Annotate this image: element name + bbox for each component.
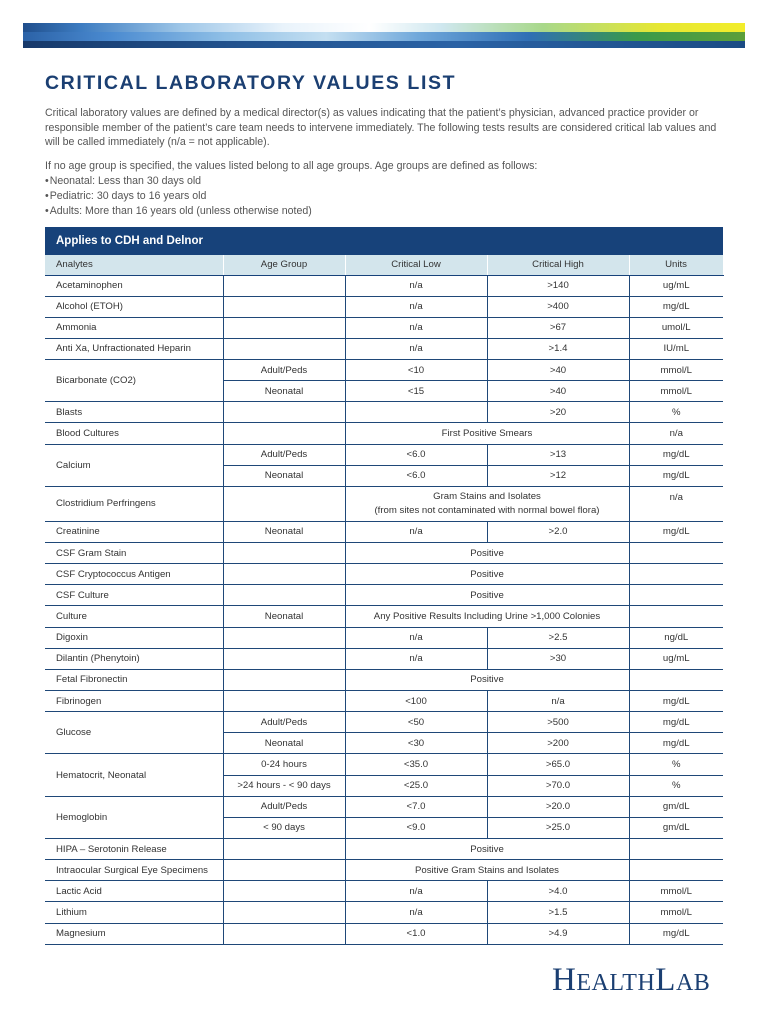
units-cell: mg/dL — [629, 733, 723, 754]
critical-low-cell: n/a — [345, 902, 487, 923]
critical-high-cell: >400 — [487, 296, 629, 317]
table-row — [45, 585, 723, 606]
units-cell: % — [629, 754, 723, 775]
critical-high-cell: >67 — [487, 317, 629, 338]
column-header-age-group: Age Group — [223, 255, 345, 275]
analyte-cell: Lactic Acid — [45, 881, 223, 902]
table-row — [45, 902, 723, 923]
units-cell: mmol/L — [629, 902, 723, 923]
age-group-item: • Adults: More than 16 years old (unless otherwise noted) — [45, 204, 725, 219]
age-group-cell — [223, 423, 345, 444]
critical-high-cell: >1.5 — [487, 902, 629, 923]
critical-low-cell: <15 — [345, 381, 487, 402]
age-group-item: • Neonatal: Less than 30 days old — [45, 174, 725, 189]
column-header-analytes: Analytes — [45, 255, 223, 275]
units-cell: mg/dL — [629, 712, 723, 733]
logo-letter: L — [655, 962, 676, 998]
critical-low-cell: <30 — [345, 733, 487, 754]
analyte-cell: Bicarbonate (CO2) — [45, 360, 223, 402]
analyte-cell: Hemoglobin — [45, 796, 223, 838]
critical-low-cell: <7.0 — [345, 796, 487, 817]
healthlab-logo — [552, 962, 710, 999]
table-row — [45, 564, 723, 585]
units-cell: gm/dL — [629, 817, 723, 838]
age-group-cell — [223, 296, 345, 317]
analyte-cell: CSF Gram Stain — [45, 543, 223, 564]
age-group-cell — [223, 543, 345, 564]
critical-high-cell: >4.9 — [487, 923, 629, 944]
table-section-title: Applies to CDH and Delnor — [45, 227, 723, 255]
critical-value-merged-cell: Positive — [345, 585, 629, 606]
units-cell: mg/dL — [629, 465, 723, 486]
age-group-cell — [223, 627, 345, 648]
table-row — [45, 402, 723, 423]
critical-value-merged-cell: Positive — [345, 543, 629, 564]
age-group-lead: If no age group is specified, the values listed belong to all age groups. Age groups are defined as follows: — [45, 160, 538, 172]
age-group-cell — [223, 402, 345, 423]
critical-high-cell: >200 — [487, 733, 629, 754]
table-row — [45, 360, 723, 381]
page-title: CRITICAL LABORATORY VALUES LIST — [45, 72, 457, 94]
critical-high-cell: >30 — [487, 648, 629, 669]
units-cell: mg/dL — [629, 691, 723, 712]
units-cell: mg/dL — [629, 444, 723, 465]
age-group-cell — [223, 839, 345, 860]
critical-high-cell: >2.5 — [487, 627, 629, 648]
units-cell: mmol/L — [629, 881, 723, 902]
critical-low-cell: n/a — [345, 648, 487, 669]
critical-low-cell: <100 — [345, 691, 487, 712]
intro-paragraph: Critical laboratory values are defined by a medical director(s) as values indicating that the patient’s physician, advanced practice provider or responsible member of the patient’s care team needs to intervene immediately. The following tests results are considered critical lab values and will be called immediately (n/a = not applicable). — [45, 107, 717, 148]
critical-low-cell: n/a — [345, 627, 487, 648]
logo-letter: H — [552, 962, 577, 998]
table-row — [45, 860, 723, 881]
table-row — [45, 521, 723, 542]
critical-high-cell: >12 — [487, 465, 629, 486]
age-group-cell: Adult/Peds — [223, 444, 345, 465]
units-cell: mg/dL — [629, 521, 723, 542]
table-row — [45, 317, 723, 338]
analyte-cell: Digoxin — [45, 627, 223, 648]
critical-value-merged-cell: First Positive Smears — [345, 423, 629, 444]
critical-value-merged-cell: Positive — [345, 669, 629, 690]
critical-value-merged-cell: Positive — [345, 564, 629, 585]
critical-low-cell — [345, 402, 487, 423]
age-group-cell: Neonatal — [223, 521, 345, 542]
age-group-cell: Neonatal — [223, 606, 345, 627]
critical-high-cell: >25.0 — [487, 817, 629, 838]
age-group-cell: < 90 days — [223, 817, 345, 838]
analyte-cell: Hematocrit, Neonatal — [45, 754, 223, 796]
analyte-cell: Magnesium — [45, 923, 223, 944]
units-cell — [629, 860, 723, 881]
critical-value-note: (from sites not contaminated with normal bowel flora) — [374, 504, 600, 516]
analyte-cell: Fibrinogen — [45, 691, 223, 712]
critical-high-cell: >40 — [487, 360, 629, 381]
analyte-cell: Lithium — [45, 902, 223, 923]
logo-letters: EALTH — [576, 970, 656, 996]
table-row — [45, 648, 723, 669]
age-group-cell — [223, 881, 345, 902]
analyte-cell: Fetal Fibronectin — [45, 669, 223, 690]
critical-value-line: Gram Stains and Isolates — [433, 490, 541, 502]
units-cell: mg/dL — [629, 296, 723, 317]
analyte-cell: CSF Cryptococcus Antigen — [45, 564, 223, 585]
analyte-cell: Blood Cultures — [45, 423, 223, 444]
critical-high-cell: >40 — [487, 381, 629, 402]
units-cell: mmol/L — [629, 381, 723, 402]
analyte-cell: Glucose — [45, 712, 223, 754]
age-group-cell — [223, 275, 345, 296]
age-group-cell — [223, 902, 345, 923]
analyte-cell: Acetaminophen — [45, 275, 223, 296]
table-row — [45, 543, 723, 564]
critical-high-cell: >4.0 — [487, 881, 629, 902]
critical-low-cell: <9.0 — [345, 817, 487, 838]
units-cell: mmol/L — [629, 360, 723, 381]
critical-high-cell: >70.0 — [487, 775, 629, 796]
critical-high-cell: >13 — [487, 444, 629, 465]
critical-value-merged-cell: Any Positive Results Including Urine >1,000 Colonies — [345, 606, 629, 627]
units-cell: ng/dL — [629, 627, 723, 648]
column-header-units: Units — [629, 255, 723, 275]
age-group-cell — [223, 585, 345, 606]
analyte-cell: Dilantin (Phenytoin) — [45, 648, 223, 669]
age-group-cell: Neonatal — [223, 465, 345, 486]
age-group-cell: Adult/Peds — [223, 796, 345, 817]
units-cell: mg/dL — [629, 923, 723, 944]
age-group-cell — [223, 648, 345, 669]
critical-high-cell: >2.0 — [487, 521, 629, 542]
critical-low-cell: <10 — [345, 360, 487, 381]
table-row — [45, 627, 723, 648]
units-cell: gm/dL — [629, 796, 723, 817]
critical-low-cell: <50 — [345, 712, 487, 733]
age-group-cell: Adult/Peds — [223, 360, 345, 381]
critical-high-cell: >500 — [487, 712, 629, 733]
units-cell: n/a — [629, 486, 723, 521]
units-cell: umol/L — [629, 317, 723, 338]
analyte-cell: Ammonia — [45, 317, 223, 338]
analyte-cell: Calcium — [45, 444, 223, 486]
units-cell: ug/mL — [629, 275, 723, 296]
analyte-cell: HIPA – Serotonin Release — [45, 839, 223, 860]
critical-low-cell: n/a — [345, 881, 487, 902]
critical-low-cell: <6.0 — [345, 465, 487, 486]
table-row — [45, 423, 723, 444]
critical-high-cell: >65.0 — [487, 754, 629, 775]
critical-value-merged-cell — [345, 486, 629, 521]
table-row — [45, 486, 723, 521]
critical-high-cell: >20.0 — [487, 796, 629, 817]
table-header-row — [45, 255, 723, 275]
age-group-cell: >24 hours - < 90 days — [223, 775, 345, 796]
age-group-cell: Neonatal — [223, 381, 345, 402]
critical-low-cell: n/a — [345, 317, 487, 338]
units-cell — [629, 543, 723, 564]
analyte-cell: Clostridium Perfringens — [45, 486, 223, 521]
critical-low-cell: <35.0 — [345, 754, 487, 775]
table-row — [45, 296, 723, 317]
age-group-cell — [223, 338, 345, 359]
logo-letters: AB — [675, 970, 711, 996]
analyte-cell: Culture — [45, 606, 223, 627]
column-header-critical-low: Critical Low — [345, 255, 487, 275]
critical-high-cell: n/a — [487, 691, 629, 712]
critical-high-cell: >20 — [487, 402, 629, 423]
analyte-cell: Intraocular Surgical Eye Specimens — [45, 860, 223, 881]
critical-low-cell: <25.0 — [345, 775, 487, 796]
critical-values-table — [45, 227, 723, 945]
units-cell: n/a — [629, 423, 723, 444]
age-group-cell — [223, 669, 345, 690]
critical-low-cell: n/a — [345, 296, 487, 317]
age-group-cell: 0-24 hours — [223, 754, 345, 775]
table-row — [45, 275, 723, 296]
age-group-cell — [223, 564, 345, 585]
age-group-item: • Pediatric: 30 days to 16 years old — [45, 189, 725, 204]
critical-low-cell: n/a — [345, 521, 487, 542]
age-group-cell: Neonatal — [223, 733, 345, 754]
header-color-banner — [23, 23, 745, 48]
analyte-cell: Blasts — [45, 402, 223, 423]
analyte-cell: Anti Xa, Unfractionated Heparin — [45, 338, 223, 359]
table-row — [45, 881, 723, 902]
units-cell: % — [629, 402, 723, 423]
table-row — [45, 691, 723, 712]
table-row — [45, 754, 723, 775]
critical-low-cell: n/a — [345, 275, 487, 296]
table-row — [45, 444, 723, 465]
age-group-cell — [223, 317, 345, 338]
critical-low-cell: <1.0 — [345, 923, 487, 944]
age-group-note — [45, 159, 725, 219]
critical-value-merged-cell: Positive Gram Stains and Isolates — [345, 860, 629, 881]
table-row — [45, 669, 723, 690]
analyte-cell: CSF Culture — [45, 585, 223, 606]
age-group-cell — [223, 923, 345, 944]
critical-high-cell: >1.4 — [487, 338, 629, 359]
units-cell — [629, 564, 723, 585]
units-cell — [629, 606, 723, 627]
critical-low-cell: n/a — [345, 338, 487, 359]
critical-low-cell: <6.0 — [345, 444, 487, 465]
table-row — [45, 338, 723, 359]
critical-high-cell: >140 — [487, 275, 629, 296]
analyte-cell: Alcohol (ETOH) — [45, 296, 223, 317]
units-cell: IU/mL — [629, 338, 723, 359]
table-row — [45, 839, 723, 860]
units-cell — [629, 585, 723, 606]
age-group-cell — [223, 860, 345, 881]
units-cell: % — [629, 775, 723, 796]
age-group-cell — [223, 486, 345, 521]
table-row — [45, 923, 723, 944]
analyte-cell: Creatinine — [45, 521, 223, 542]
table-row — [45, 796, 723, 817]
column-header-critical-high: Critical High — [487, 255, 629, 275]
table-row — [45, 712, 723, 733]
age-group-cell — [223, 691, 345, 712]
units-cell — [629, 839, 723, 860]
table-row — [45, 606, 723, 627]
units-cell: ug/mL — [629, 648, 723, 669]
units-cell — [629, 669, 723, 690]
age-group-cell: Adult/Peds — [223, 712, 345, 733]
critical-value-merged-cell: Positive — [345, 839, 629, 860]
